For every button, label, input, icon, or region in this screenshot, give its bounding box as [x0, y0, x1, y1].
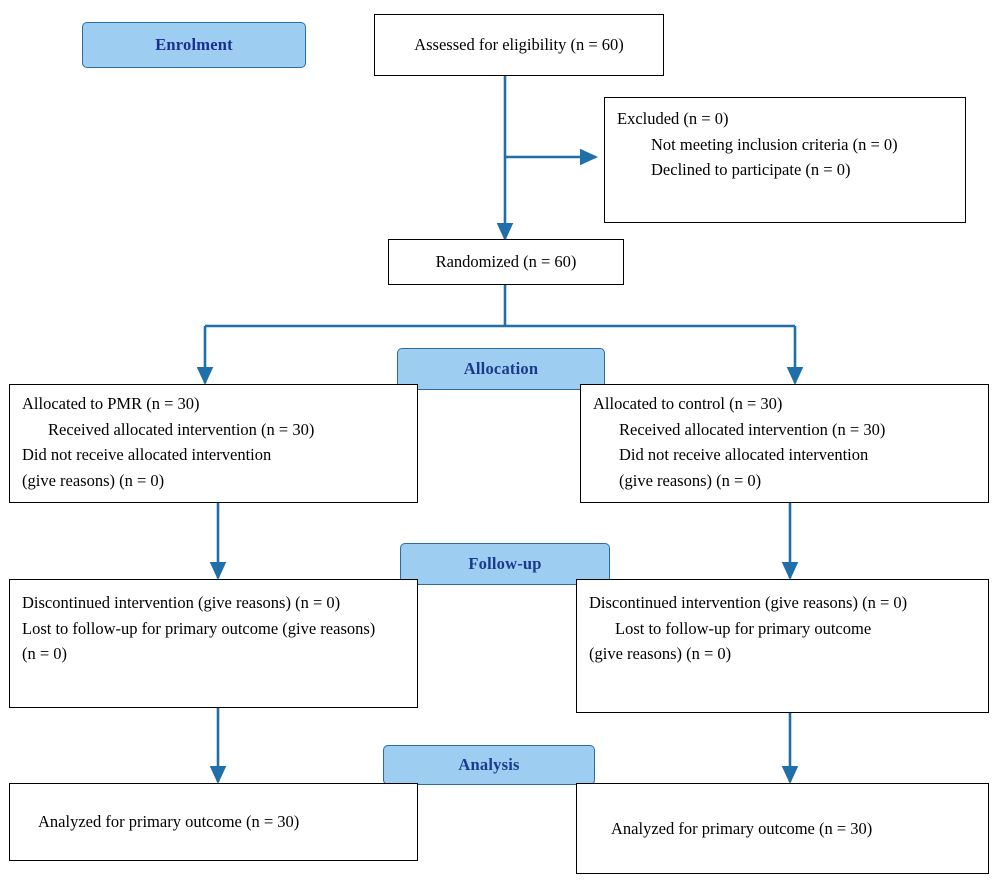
node-allocated-control-line-3: Did not receive allocated intervention	[619, 445, 869, 465]
node-allocated-control-line-4: (give reasons) (n = 0)	[619, 470, 762, 490]
node-analysis-control	[576, 783, 989, 874]
stage-label-allocation: Allocation	[397, 348, 605, 390]
node-followup-pmr	[9, 579, 418, 708]
node-randomized-line-1: Randomized (n = 60)	[435, 252, 577, 272]
node-allocated-control-line-1: Allocated to control (n = 30)	[593, 394, 783, 413]
node-excluded-line-3: Declined to participate (n = 0)	[651, 160, 851, 180]
node-analysis-control-line-1: Analyzed for primary outcome (n = 30)	[611, 818, 873, 838]
node-allocated-pmr-line-2: Received allocated intervention (n = 30)	[48, 419, 315, 439]
stage-label-analysis: Analysis	[383, 745, 595, 785]
node-excluded-line-1: Excluded (n = 0)	[617, 109, 729, 128]
node-followup-pmr-line-1: Discontinued intervention (give reasons) (n = 0)	[22, 593, 341, 612]
node-excluded-line-2: Not meeting inclusion criteria (n = 0)	[651, 134, 898, 154]
node-analysis-pmr-line-1: Analyzed for primary outcome (n = 30)	[38, 812, 300, 832]
node-followup-control-line-3: (give reasons) (n = 0)	[589, 644, 732, 664]
node-allocated-pmr	[9, 384, 418, 503]
node-followup-control	[576, 579, 989, 713]
node-allocated-pmr-line-4: (give reasons) (n = 0)	[22, 470, 165, 490]
node-excluded	[604, 97, 966, 223]
node-allocated-pmr-line-3: Did not receive allocated intervention	[22, 445, 272, 465]
stage-label-enrolment: Enrolment	[82, 22, 306, 68]
node-assessed-for-eligibility	[374, 14, 664, 76]
node-allocated-control	[580, 384, 989, 503]
stage-label-followup: Follow-up	[400, 543, 610, 585]
node-assessed-line-1: Assessed for eligibility (n = 60)	[414, 35, 624, 55]
node-randomized	[388, 239, 624, 285]
node-followup-control-line-2: Lost to follow-up for primary outcome	[615, 618, 872, 638]
node-allocated-control-line-2: Received allocated intervention (n = 30)	[619, 419, 886, 439]
node-followup-pmr-line-2: Lost to follow-up for primary outcome (give reasons)	[22, 618, 376, 638]
node-followup-control-line-1: Discontinued intervention (give reasons) (n = 0)	[589, 593, 908, 612]
node-analysis-pmr	[9, 783, 418, 861]
node-allocated-pmr-line-1: Allocated to PMR (n = 30)	[22, 394, 200, 413]
node-followup-pmr-line-3: (n = 0)	[22, 644, 68, 664]
